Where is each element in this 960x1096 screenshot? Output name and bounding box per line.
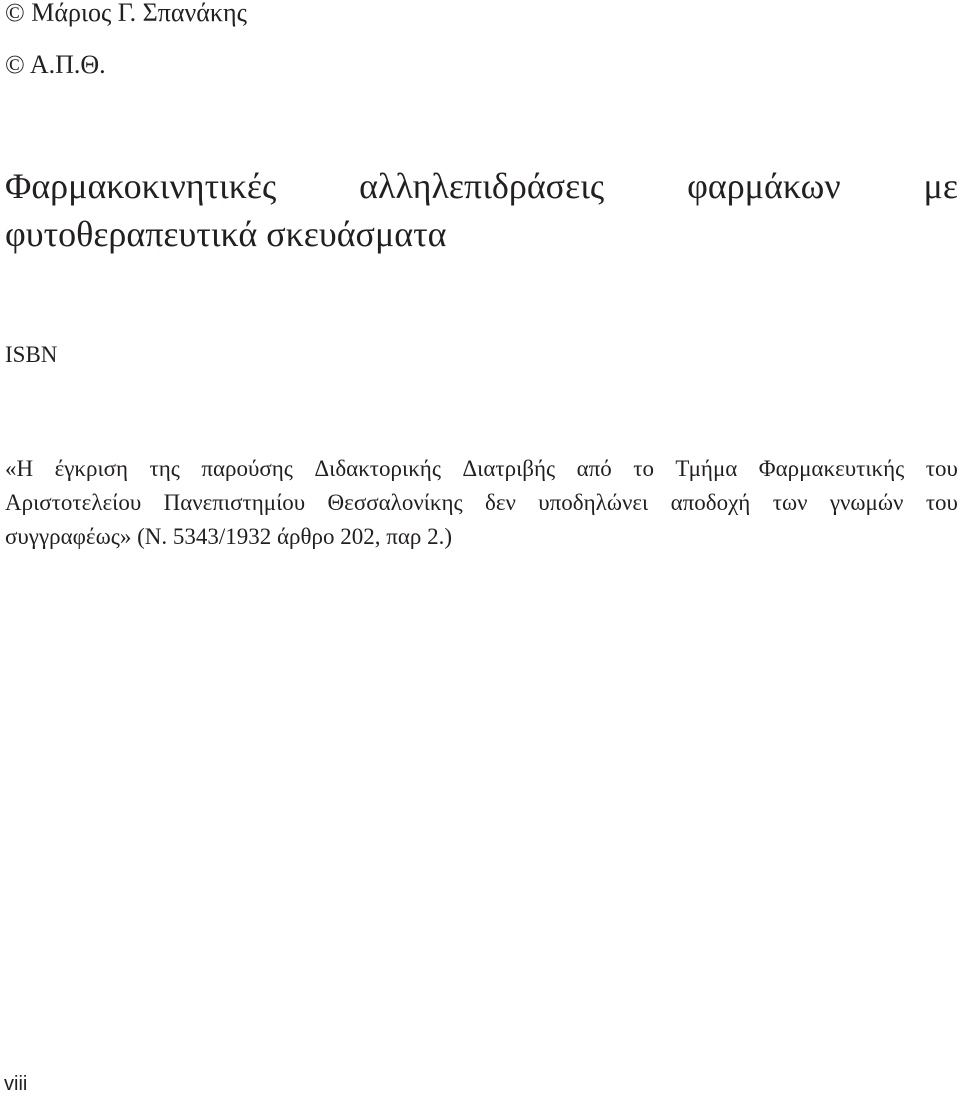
copyright-author: © Μάριος Γ. Σπανάκης xyxy=(5,0,247,27)
copyright-institution: © Α.Π.Θ. xyxy=(5,50,106,79)
title-word: αλληλεπιδράσεις xyxy=(359,166,605,206)
title-word: φαρμάκων xyxy=(687,166,841,206)
thesis-title xyxy=(5,162,958,258)
disclaimer-word: υποδηλώνει xyxy=(538,490,649,515)
disclaimer-word: γνωμών xyxy=(829,490,904,515)
disclaimer-word: αποδοχή xyxy=(670,490,751,515)
disclaimer-line-3: συγγραφέως» (Ν. 5343/1932 άρθρο 202, παρ 2.) xyxy=(5,524,453,549)
disclaimer-word: «Η xyxy=(5,456,34,481)
approval-disclaimer xyxy=(5,452,958,554)
page-number: viii xyxy=(4,1073,28,1095)
disclaimer-word: παρούσης xyxy=(201,456,293,481)
disclaimer-word: της xyxy=(149,456,180,481)
disclaimer-word: Τμήμα xyxy=(675,456,738,481)
title-word: με xyxy=(923,166,958,206)
disclaimer-word: Θεσσαλονίκης xyxy=(327,490,463,515)
disclaimer-word: Διατριβής xyxy=(462,456,556,481)
disclaimer-word: το xyxy=(633,456,654,481)
disclaimer-line-2 xyxy=(5,486,958,520)
isbn-label: ISBN xyxy=(5,342,58,367)
disclaimer-word: Πανεπιστημίου xyxy=(163,490,306,515)
disclaimer-word: του xyxy=(925,456,958,481)
disclaimer-word: από xyxy=(576,456,612,481)
disclaimer-word: Διδακτορικής xyxy=(314,456,441,481)
disclaimer-word: Αριστοτελείου xyxy=(5,490,142,515)
thesis-title-line-1 xyxy=(5,162,958,210)
disclaimer-word: Φαρμακευτικής xyxy=(758,456,905,481)
thesis-title-line-2: φυτοθεραπευτικά σκευάσματα xyxy=(5,214,447,254)
disclaimer-word: των xyxy=(772,490,808,515)
disclaimer-line-1 xyxy=(5,452,958,486)
disclaimer-word: δεν xyxy=(485,490,516,515)
disclaimer-word: του xyxy=(925,490,958,515)
disclaimer-word: έγκριση xyxy=(54,456,129,481)
title-word: Φαρμακοκινητικές xyxy=(5,166,277,206)
